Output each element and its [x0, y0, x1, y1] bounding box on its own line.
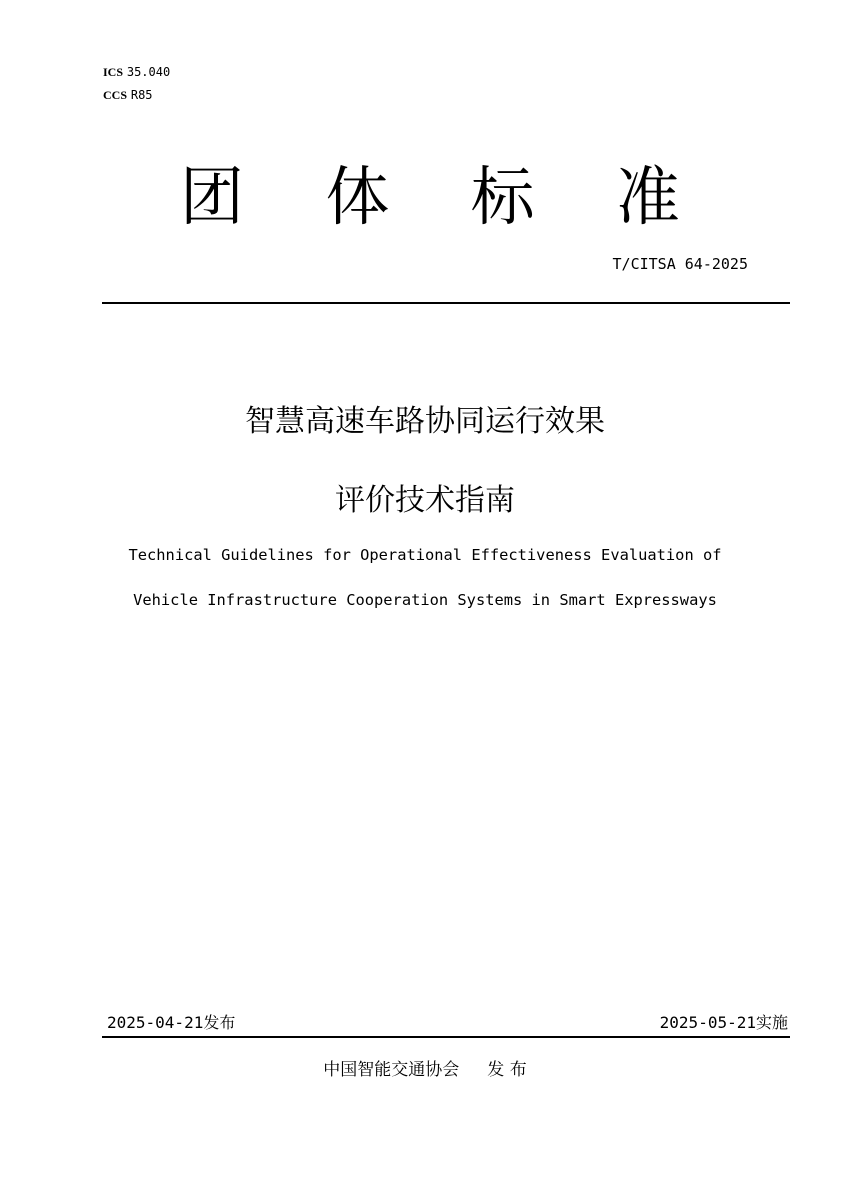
standard-number: T/CITSA 64-2025	[612, 255, 748, 273]
title-cn-line2: 评价技术指南	[335, 483, 515, 518]
doc-type-char: 准	[615, 161, 680, 235]
ics-label: ICS	[103, 65, 124, 79]
bottom-divider	[102, 1036, 790, 1038]
title-cn-line1: 智慧高速车路协同运行效果	[245, 404, 605, 439]
publisher-line	[0, 1059, 850, 1081]
doc-type-char: 团	[180, 161, 244, 235]
implement-date-label: 实施	[755, 1013, 788, 1032]
ccs-value: R85	[130, 88, 153, 102]
publisher-name: 中国智能交通协会	[323, 1060, 460, 1080]
doc-type-char: 标	[470, 161, 535, 235]
ccs-label: CCS	[103, 88, 128, 102]
title-en-line1: Technical Guidelines for Operational Effectiveness Evaluation of	[128, 546, 722, 564]
implement-date	[660, 1013, 788, 1033]
ics-code	[103, 65, 170, 79]
ics-value: 35.040	[126, 65, 171, 79]
doc-type-char: 体	[325, 161, 390, 235]
publisher-action: 发 布	[487, 1060, 527, 1080]
publish-date	[107, 1013, 235, 1033]
title-en-line2: Vehicle Infrastructure Cooperation Systems in Smart Expressways	[133, 591, 717, 609]
publish-date-label: 发布	[203, 1013, 236, 1032]
publish-date-value: 2025-04-21	[107, 1013, 204, 1032]
top-divider	[102, 302, 790, 304]
document-type-heading	[180, 158, 680, 238]
implement-date-value: 2025-05-21	[659, 1013, 756, 1032]
ccs-code	[103, 88, 153, 102]
